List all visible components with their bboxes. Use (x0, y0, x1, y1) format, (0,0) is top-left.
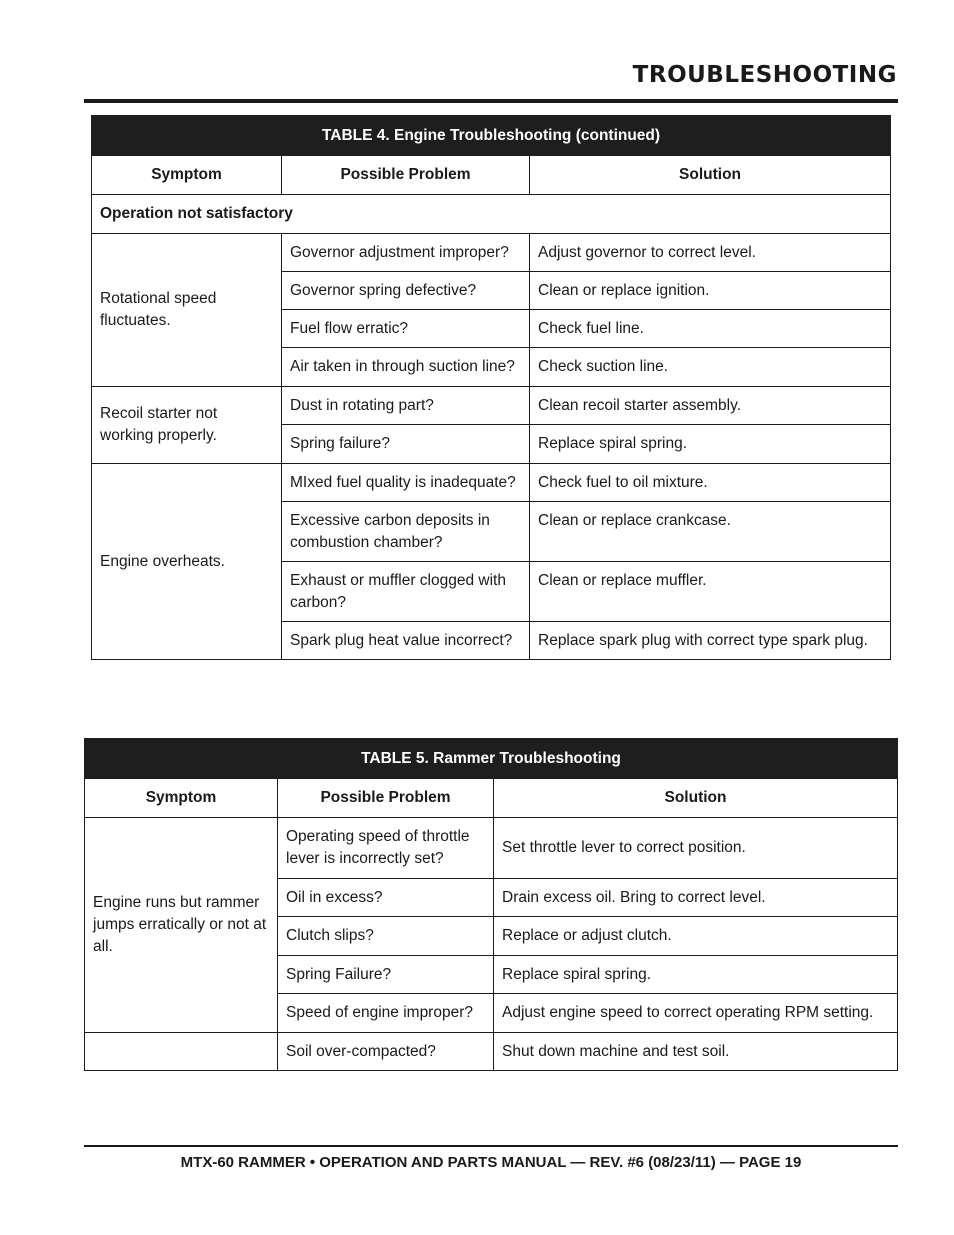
symptom-cell: Rotational speed fluctuates. (92, 234, 282, 387)
table-caption: TABLE 4. Engine Troubleshooting (continued) (92, 116, 891, 156)
problem-cell: Operating speed of throttle lever is incorrectly set? (278, 818, 494, 879)
page-title: TROUBLESHOOTING (632, 62, 897, 88)
title-divider (84, 99, 898, 103)
solution-cell: Check suction line. (530, 348, 891, 387)
table-row (92, 464, 891, 502)
problem-cell: Spark plug heat value incorrect? (282, 622, 530, 660)
group-heading: Operation not satisfactory (92, 195, 891, 234)
column-header-solution: Solution (494, 779, 898, 818)
table-row (85, 818, 898, 879)
column-header-problem: Possible Problem (282, 156, 530, 195)
table-row (85, 1033, 898, 1071)
rammer-troubleshooting-table (84, 738, 898, 1071)
column-header-solution: Solution (530, 156, 891, 195)
column-header-symptom: Symptom (85, 779, 278, 818)
problem-cell: Excessive carbon deposits in combustion chamber? (282, 502, 530, 562)
solution-cell: Clean or replace crankcase. (530, 502, 891, 562)
solution-cell: Adjust engine speed to correct operating RPM setting. (494, 994, 898, 1033)
page-footer: MTX-60 RAMMER • OPERATION AND PARTS MANUAL — REV. #6 (08/23/11) — PAGE 19 (180, 1154, 802, 1171)
problem-cell: MIxed fuel quality is inadequate? (282, 464, 530, 502)
problem-cell: Spring failure? (282, 425, 530, 464)
problem-cell: Exhaust or muffler clogged with carbon? (282, 562, 530, 622)
solution-cell: Check fuel to oil mixture. (530, 464, 891, 502)
problem-cell: Soil over-compacted? (278, 1033, 494, 1071)
solution-cell: Shut down machine and test soil. (494, 1033, 898, 1071)
column-header-symptom: Symptom (92, 156, 282, 195)
solution-cell: Replace or adjust clutch. (494, 917, 898, 956)
problem-cell: Dust in rotating part? (282, 387, 530, 425)
symptom-cell: Engine overheats. (92, 464, 282, 660)
solution-cell: Clean recoil starter assembly. (530, 387, 891, 425)
problem-cell: Governor adjustment improper? (282, 234, 530, 272)
solution-cell: Replace spark plug with correct type spark plug. (530, 622, 891, 660)
table-row (92, 387, 891, 425)
problem-cell: Clutch slips? (278, 917, 494, 956)
solution-cell: Clean or replace ignition. (530, 272, 891, 310)
solution-cell: Replace spiral spring. (494, 956, 898, 994)
problem-cell: Speed of engine improper? (278, 994, 494, 1033)
problem-cell: Air taken in through suction line? (282, 348, 530, 387)
table-caption: TABLE 5. Rammer Troubleshooting (85, 739, 898, 779)
solution-cell: Set throttle lever to correct position. (494, 818, 898, 879)
solution-cell: Drain excess oil. Bring to correct level. (494, 879, 898, 917)
engine-troubleshooting-table (91, 115, 891, 660)
problem-cell: Oil in excess? (278, 879, 494, 917)
symptom-cell: Recoil starter not working properly. (92, 387, 282, 464)
solution-cell: Replace spiral spring. (530, 425, 891, 464)
problem-cell: Spring Failure? (278, 956, 494, 994)
solution-cell: Adjust governor to correct level. (530, 234, 891, 272)
solution-cell: Clean or replace muffler. (530, 562, 891, 622)
symptom-cell (85, 1033, 278, 1071)
problem-cell: Governor spring defective? (282, 272, 530, 310)
solution-cell: Check fuel line. (530, 310, 891, 348)
symptom-cell: Engine runs but rammer jumps erratically or not at all. (85, 818, 278, 1033)
table-row (92, 234, 891, 272)
problem-cell: Fuel flow erratic? (282, 310, 530, 348)
footer-divider (84, 1145, 898, 1147)
column-header-problem: Possible Problem (278, 779, 494, 818)
